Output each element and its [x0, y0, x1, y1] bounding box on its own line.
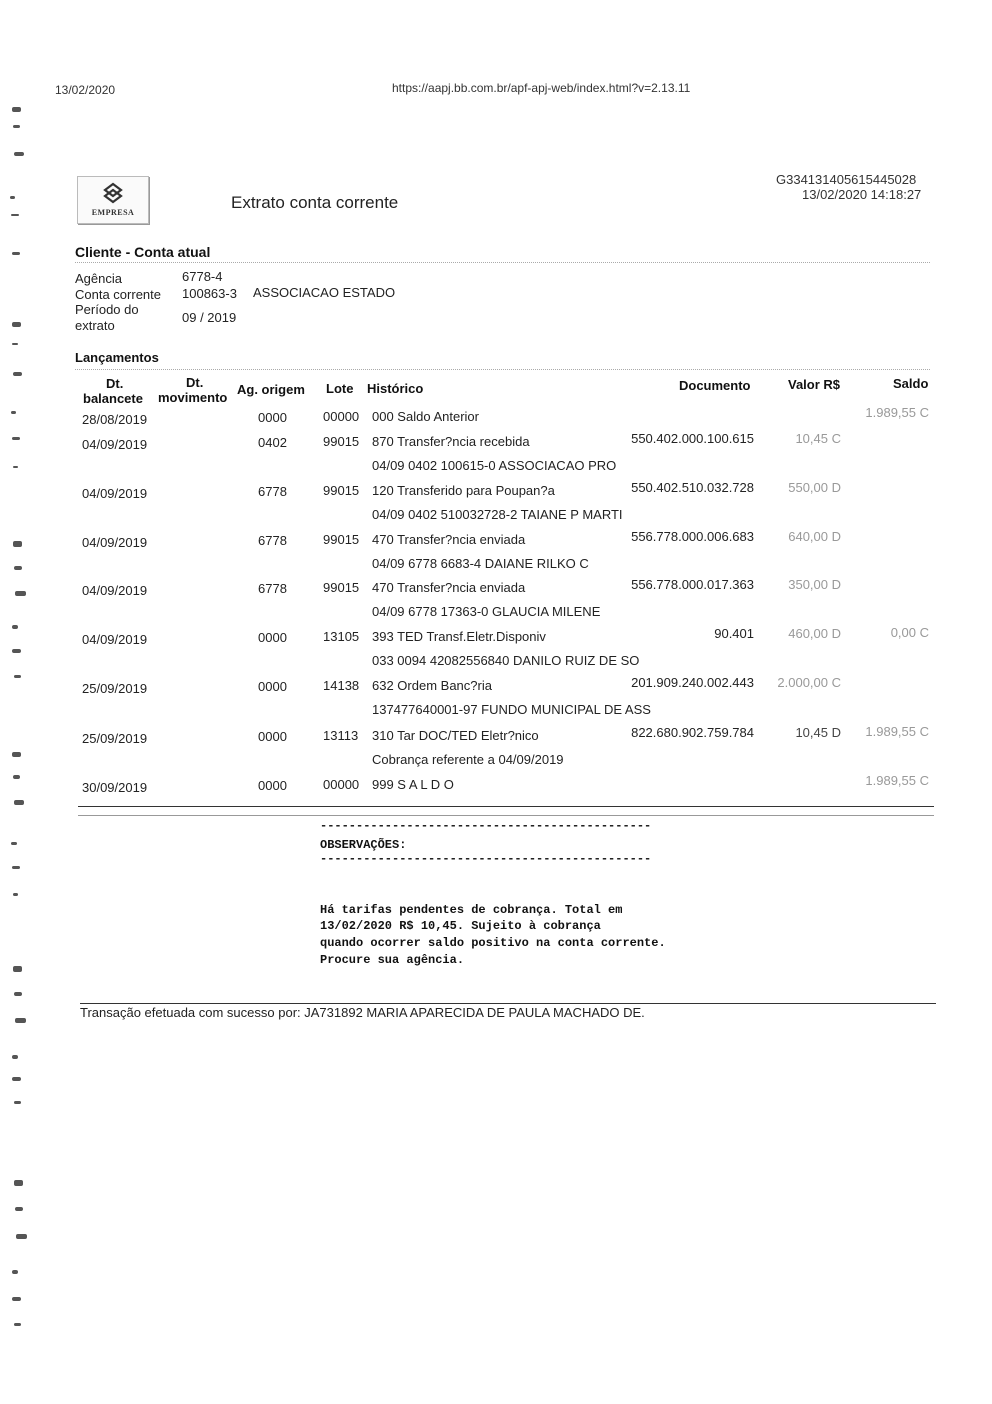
entry-documento: 201.909.240.002.443 — [631, 675, 754, 690]
entry-date: 04/09/2019 — [82, 632, 148, 647]
entry-documento: 556.778.000.006.683 — [631, 529, 754, 544]
scan-mark — [12, 343, 18, 345]
scan-mark — [12, 866, 20, 869]
header-valor: Valor R$ — [788, 377, 841, 392]
entry-historico: 999 S A L D O — [372, 777, 454, 792]
scan-mark — [16, 1234, 27, 1239]
entry-agencia: 0000 — [258, 778, 287, 793]
header-saldo: Saldo — [893, 376, 929, 391]
scan-mark — [14, 152, 24, 156]
bank-logo-icon — [101, 181, 125, 205]
obs-line-3: quando ocorrer saldo positivo na conta corrente. — [320, 936, 666, 950]
entry-date: 28/08/2019 — [82, 412, 148, 427]
entry-historico-detail: 033 0094 42082556840 DANILO RUIZ DE SO — [372, 653, 640, 668]
entry-lote: 99015 — [323, 580, 360, 595]
scan-mark — [14, 1323, 21, 1326]
entry-historico: 393 TED Transf.Eletr.Disponiv — [372, 629, 546, 644]
scan-mark — [12, 437, 20, 440]
entry-agencia: 6778 — [258, 581, 287, 596]
scan-mark — [11, 842, 17, 845]
entry-historico-detail: 04/09 0402 510032728-2 TAIANE P MARTI — [372, 507, 623, 522]
entry-documento: 90.401 — [714, 626, 754, 641]
entry-date: 30/09/2019 — [82, 780, 148, 795]
entry-saldo: 1.989,55 C — [865, 773, 929, 788]
entry-lote: 13113 — [323, 728, 359, 743]
scan-mark — [13, 966, 22, 972]
entry-saldo: 0,00 C — [890, 625, 929, 640]
scan-mark — [13, 372, 22, 376]
entry-historico: 310 Tar DOC/TED Eletr?nico — [372, 728, 539, 743]
page-title: Extrato conta corrente — [231, 193, 399, 212]
header-dt-movimento-2: movimento — [158, 390, 228, 405]
conta-name: ASSOCIACAO ESTADO — [253, 285, 396, 300]
document-datetime: 13/02/2020 14:18:27 — [802, 187, 922, 202]
document-code: G334131405615445028 — [776, 172, 917, 187]
footer-rule — [80, 1003, 936, 1004]
scan-mark — [12, 1077, 21, 1081]
obs-dashes-bottom: ---------------------------------------------- — [320, 852, 652, 866]
entry-valor: 460,00 D — [788, 626, 841, 641]
scan-mark — [12, 649, 21, 653]
header-lote: Lote — [326, 381, 354, 396]
periodo-value: 09 / 2019 — [182, 310, 237, 325]
agencia-label: Agência — [75, 271, 122, 286]
entry-agencia: 0000 — [258, 729, 287, 744]
entry-historico: 120 Transferido para Poupan?a — [372, 483, 555, 498]
entry-saldo: 1.989,55 C — [865, 724, 929, 739]
table-bottom-rule-2 — [78, 815, 934, 816]
entry-historico: 632 Ordem Banc?ria — [372, 678, 492, 693]
periodo-label-line1: Período do — [75, 302, 139, 317]
conta-label: Conta corrente — [75, 287, 161, 302]
header-ag-origem: Ag. origem — [237, 382, 305, 397]
entry-lote: 13105 — [323, 629, 360, 644]
entry-date: 25/09/2019 — [82, 731, 148, 746]
scan-mark — [13, 775, 20, 779]
entry-valor: 10,45 C — [795, 431, 841, 446]
entry-valor: 640,00 D — [788, 529, 841, 544]
scan-mark — [11, 214, 19, 216]
scan-mark — [12, 1270, 18, 1274]
entry-agencia: 0000 — [258, 410, 287, 425]
scan-mark — [10, 196, 15, 199]
entry-lote: 99015 — [323, 483, 360, 498]
obs-line-4: Procure sua agência. — [320, 953, 465, 967]
obs-dashes-top: ---------------------------------------------- — [320, 819, 652, 833]
entry-documento: 556.778.000.017.363 — [631, 577, 754, 592]
entry-historico: 470 Transfer?ncia enviada — [372, 580, 526, 595]
scan-mark — [12, 322, 21, 327]
entry-saldo: 1.989,55 C — [865, 405, 929, 420]
scan-mark — [14, 992, 22, 996]
entry-lote: 14138 — [323, 678, 360, 693]
obs-line-2: 13/02/2020 R$ 10,45. Sujeito à cobrança — [320, 919, 601, 933]
obs-title: OBSERVAÇÕES: — [320, 838, 407, 852]
scan-mark — [13, 893, 18, 896]
logo-label: EMPRESA — [91, 208, 135, 217]
entry-valor: 10,45 D — [795, 725, 841, 740]
scan-mark — [13, 125, 20, 128]
entry-agencia: 6778 — [258, 533, 287, 548]
header-documento: Documento — [679, 378, 751, 393]
entry-valor: 350,00 D — [788, 577, 841, 592]
scan-mark — [12, 625, 18, 629]
entry-date: 04/09/2019 — [82, 486, 148, 501]
entry-historico: 870 Transfer?ncia recebida — [372, 434, 530, 449]
scan-mark — [12, 107, 21, 112]
entry-agencia: 0000 — [258, 679, 287, 694]
entry-date: 04/09/2019 — [82, 535, 148, 550]
entry-valor: 550,00 D — [788, 480, 841, 495]
table-bottom-rule — [78, 806, 934, 807]
print-date: 13/02/2020 — [55, 83, 116, 97]
footer-transaction-text: Transação efetuada com sucesso por: JA731892 MARIA APARECIDA DE PAULA MACHADO DE. — [80, 1005, 645, 1020]
entry-agencia: 0402 — [258, 435, 287, 450]
print-url[interactable]: https://aapj.bb.com.br/apf-apj-web/index.html?v=2.13.11 — [392, 81, 691, 95]
obs-line-1: Há tarifas pendentes de cobrança. Total em — [320, 903, 623, 917]
agencia-value: 6778-4 — [182, 269, 223, 284]
entry-historico-detail: 04/09 6778 6683-4 DAIANE RILKO C — [372, 556, 589, 571]
entries-section-title: Lançamentos — [75, 350, 159, 365]
scan-mark — [15, 1018, 26, 1023]
header-historico: Histórico — [367, 381, 424, 396]
periodo-label-line2: extrato — [75, 318, 115, 333]
entry-valor: 2.000,00 C — [777, 675, 841, 690]
entry-agencia: 0000 — [258, 630, 287, 645]
bank-logo — [77, 176, 149, 224]
entry-historico-detail: 137477640001-97 FUNDO MUNICIPAL DE ASS — [372, 702, 651, 717]
scan-mark — [14, 566, 22, 570]
entry-historico: 000 Saldo Anterior — [372, 409, 479, 424]
entry-lote: 99015 — [323, 532, 360, 547]
header-dt-balancete-1: Dt. — [106, 376, 124, 391]
entry-date: 04/09/2019 — [82, 583, 148, 598]
scan-mark — [15, 591, 26, 596]
entry-historico-detail: 04/09 0402 100615-0 ASSOCIACAO PRO — [372, 458, 617, 473]
entry-lote: 99015 — [323, 434, 360, 449]
client-divider — [75, 262, 930, 263]
entry-documento: 550.402.510.032.728 — [631, 480, 754, 495]
entry-lote: 00000 — [323, 777, 360, 792]
scan-mark — [14, 1101, 21, 1104]
entry-agencia: 6778 — [258, 484, 287, 499]
scan-mark — [14, 1180, 23, 1186]
scan-mark — [13, 541, 22, 547]
scan-mark — [15, 1207, 23, 1211]
entries-divider — [75, 369, 930, 370]
entry-lote: 00000 — [323, 409, 360, 424]
scan-mark — [12, 1297, 21, 1301]
entry-historico-detail: 04/09 6778 17363-0 GLAUCIA MILENE — [372, 604, 601, 619]
scan-mark — [12, 252, 20, 255]
client-section-title: Cliente - Conta atual — [75, 244, 211, 260]
scan-mark — [14, 800, 24, 805]
scan-mark — [12, 752, 21, 757]
entry-documento: 822.680.902.759.784 — [631, 725, 754, 740]
header-dt-balancete-2: balancete — [83, 391, 143, 406]
entry-date: 04/09/2019 — [82, 437, 148, 452]
scan-mark — [12, 1055, 18, 1059]
entry-date: 25/09/2019 — [82, 681, 148, 696]
entry-documento: 550.402.000.100.615 — [631, 431, 754, 446]
scan-mark — [11, 411, 16, 414]
header-dt-movimento-1: Dt. — [186, 375, 204, 390]
scan-mark — [13, 466, 18, 468]
entry-historico-detail: Cobrança referente a 04/09/2019 — [372, 752, 564, 767]
entry-historico: 470 Transfer?ncia enviada — [372, 532, 526, 547]
conta-value: 100863-3 — [182, 286, 237, 301]
scan-mark — [14, 675, 21, 678]
